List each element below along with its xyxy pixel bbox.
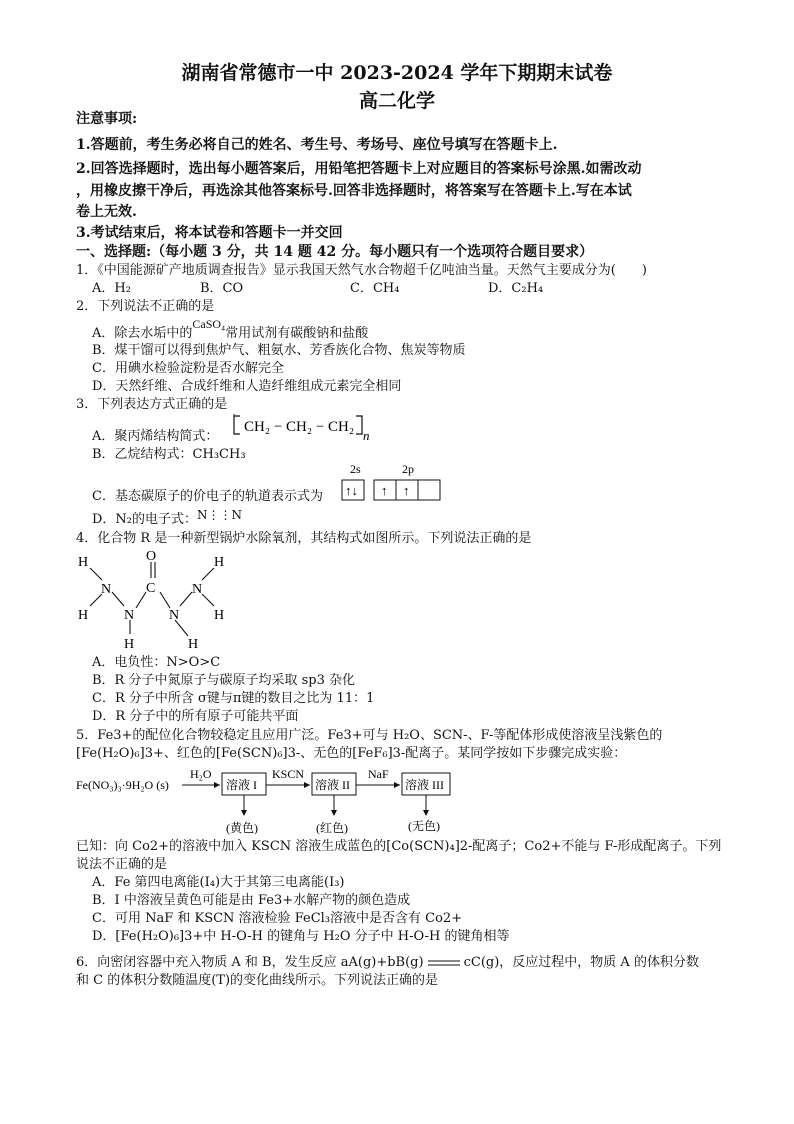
q4-atom-n3: N [169, 608, 180, 623]
q3-orbital-2s-label: 2s [350, 462, 361, 476]
q2-option-d: D．天然纤维、合成纤维和人造纤维组成元素完全相同 [92, 379, 402, 394]
q5-flow-reagent-1: H₂O [190, 767, 212, 781]
notice-item-1: 1.答题前，考生务必将自己的姓名、考生号、考场号、座位号填写在答题卡上. [76, 137, 558, 153]
q3-option-c: C．基态碳原子的价电子的轨道表示式为 [92, 489, 323, 504]
notice-item-3: 3.考试结束后，将本试卷和答题卡一并交回 [76, 225, 343, 241]
q1-option-b: B．CO [200, 281, 244, 296]
q4-atom-n1: N [101, 582, 112, 597]
q4-structure-diagram [70, 548, 250, 654]
q3-orbital-2p2-electron: ↑ [403, 483, 410, 498]
q3-stem: 3．下列表达方式正确的是 [76, 397, 228, 412]
q4-atom-n4: N [192, 582, 203, 597]
q2-option-c: C．用碘水检验淀粉是否水解完全 [92, 361, 284, 376]
q4-atom-h3: H [124, 637, 135, 652]
q4-option-d: D．R 分子中的所有原子可能共平面 [92, 709, 299, 724]
q6-stem-2: 和 C 的体积分数随温度(T)的变化曲线所示。下列说法正确的是 [76, 973, 439, 988]
q5-flow-start: Fe(NO₃)₃·9H₂O (s) [76, 778, 169, 792]
q5-flow-diagram [74, 764, 464, 836]
q2-option-b: B．煤干馏可以得到焦炉气、粗氨水、芳香族化合物、焦炭等物质 [92, 343, 466, 358]
q3-polymer-n: n [363, 428, 370, 443]
q5-option-a: A．Fe 第四电离能(I₄)大于其第三电离能(I₃) [92, 875, 345, 890]
section-heading: 一、选择题:（每小题 3 分，共 14 题 42 分。每小题只有一个选项符合题目要求） [76, 244, 594, 260]
q3-option-a: A．聚丙烯结构简式： [92, 429, 219, 444]
q1-stem: 1．《中国能源矿产地质调查报告》显示我国天然气水合物超千亿吨油当量。天然气主要成分为( ) [76, 263, 647, 278]
q4-atom-h4: H [188, 637, 199, 652]
q3-orbital-2s-electrons: ↑↓ [345, 483, 358, 498]
q4-option-c: C．R 分子中所含 σ键与π键的数目之比为 11：1 [92, 691, 375, 706]
q5-option-d: D．[Fe(H₂O)₆]3+中 H-O-H 的键角与 H₂O 分子中 H-O-H 的键角相等 [92, 929, 510, 944]
q2-option-a-text1: A．除去水垢中的 [92, 326, 193, 341]
q6-stem-1b: cC(g)，反应过程中，物质 A 的体积分数 [463, 955, 699, 970]
q5-flow-solution-3-label: 溶液 III [405, 778, 444, 792]
q6-stem-1 [76, 954, 699, 972]
q5-stem-2: [Fe(H₂O)₆]3+、红色的[Fe(SCN)₆]3-、无色的[FeF₆]3-配离子。某同学按如下步骤完成实验： [76, 746, 627, 761]
q1-option-c: C．CH₄ [350, 281, 400, 296]
notice-heading: 注意事项: [76, 111, 138, 127]
q5-flow-solution-2-label: 溶液 II [315, 778, 350, 792]
q3-orbital-diagram [338, 462, 448, 504]
q4-atom-c: C [146, 581, 156, 596]
q4-stem: 4．化合物 R 是一种新型锅炉水除氧剂，其结构式如图所示。下列说法正确的是 [76, 531, 532, 546]
q6-equilibrium-symbol [427, 958, 461, 968]
exam-subtitle: 高二化学 [358, 90, 435, 112]
q2-stem: 2．下列说法不正确的是 [76, 299, 215, 314]
q5-option-c: C．可用 NaF 和 KSCN 溶液检验 FeCl₃溶液中是否含有 Co2+ [92, 911, 463, 926]
q3-orbital-2p-label: 2p [402, 462, 414, 476]
q2-option-a [92, 317, 369, 343]
q5-flow-solution-1-label: 溶液 I [226, 778, 257, 792]
q3-orbital-2p1-electron: ↑ [381, 483, 388, 498]
q5-known-2: 说法不正确的是 [76, 857, 168, 872]
q3-option-d-formula: N⋮⋮N [197, 508, 243, 522]
q6-stem-1a: 6．向密闭容器中充入物质 A 和 B，发生反应 aA(g)+bB(g) [76, 955, 424, 970]
q4-option-a: A．电负性：N>O>C [92, 655, 221, 670]
q1-option-d: D．C₂H₄ [488, 281, 544, 296]
q3-option-d-text: D．N₂的电子式： [92, 512, 198, 527]
q3-orbital-box-2p3 [418, 480, 440, 500]
q5-flow-color-3: (无色) [408, 819, 440, 833]
q2-option-a-formula: CaSO₄ [192, 317, 226, 331]
notice-item-2a: 2.回答选择题时，选出每小题答案后，用铅笔把答题卡上对应题目的答案标号涂黑.如需改动 [76, 161, 642, 177]
q4-atom-o: O [146, 549, 157, 564]
exam-title: 湖南省常德市一中 2023-2024 学年下期期末试卷 [181, 62, 613, 84]
notice-item-2c: 卷上无效. [76, 204, 137, 220]
q2-option-a-text2: 常用试剂有碳酸钠和盐酸 [225, 326, 369, 341]
q5-flow-color-1: (黄色) [226, 821, 258, 835]
notice-item-2b: ，用橡皮擦干净后，再选涂其他答案标号.回答非选择题时，将答案写在答题卡上.写在本试 [76, 183, 632, 199]
q4-atom-h1: H [78, 555, 89, 570]
q1-option-a: A．H₂ [92, 281, 131, 296]
q4-option-b: B．R 分子中氮原子与碳原子均采取 sp3 杂化 [92, 673, 356, 688]
q4-atom-h2: H [78, 608, 89, 623]
q4-atom-h6: H [214, 608, 225, 623]
q5-flow-reagent-2: KSCN [272, 767, 305, 781]
q5-flow-color-2: (红色) [316, 821, 348, 835]
q3-polymer-formula [230, 412, 380, 444]
q5-flow-reagent-3: NaF [368, 767, 389, 781]
q5-option-b: B．I 中溶液呈黄色可能是由 Fe3+水解产物的颜色造成 [92, 893, 411, 908]
q4-atom-n2: N [124, 608, 135, 623]
q3-option-d [92, 510, 242, 529]
q4-atom-h5: H [214, 555, 225, 570]
q3-polymer-units: CH₂ − CH₂ − CH₂ [244, 419, 355, 435]
q5-stem-1: 5．Fe3+的配位化合物较稳定且应用广泛。Fe3+可与 H₂O、SCN-、F-等配体形成使溶液呈浅紫色的 [76, 728, 663, 743]
q3-option-b: B．乙烷结构式：CH₃CH₃ [92, 447, 246, 462]
q5-known-1: 已知：向 Co2+的溶液中加入 KSCN 溶液生成蓝色的[Co(SCN)₄]2-配离子；Co2+不能与 F-形成配离子。下列 [76, 839, 722, 854]
